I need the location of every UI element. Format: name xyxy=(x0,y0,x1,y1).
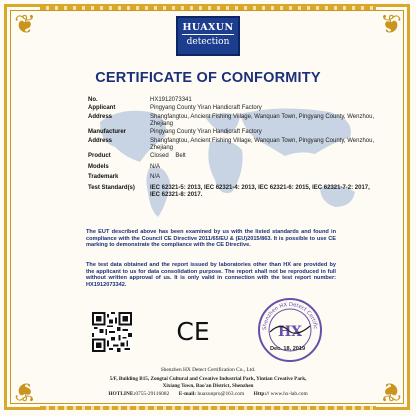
field-value: Shangfangtou, Ancient Fishing Village, Wanquan Town, Pingyang County, Wenzhou, Zhejiang xyxy=(150,114,375,127)
website-label: Http:// xyxy=(253,391,270,397)
field-row xyxy=(88,129,388,138)
seal-outer-text: Shenzhen HX Detect Certific xyxy=(261,301,319,331)
field-label: Applicant xyxy=(88,105,116,111)
top-border-ornament xyxy=(40,6,376,10)
field-value: Closed Belt xyxy=(150,153,186,159)
corner-ornament-icon: ❦ xyxy=(380,376,402,406)
certificate-fields xyxy=(88,97,388,203)
footer-company: Shenzhen HX Detect Certification Co., Ltd. xyxy=(160,367,256,373)
issue-date: Dec. 18, 2019 xyxy=(270,346,306,352)
field-row xyxy=(88,164,388,174)
field-label: Test Standard(s) xyxy=(88,185,135,191)
huaxun-logo xyxy=(176,16,240,56)
email-address: huaxunpro@163.com xyxy=(197,391,245,397)
field-label: Trademark xyxy=(88,174,119,180)
certificate-title: CERTIFICATE OF CONFORMITY xyxy=(95,70,321,86)
bottom-border-ornament xyxy=(40,406,376,410)
field-label: Models xyxy=(88,164,109,170)
field-value: Pingyang County Yiran Handicraft Factory xyxy=(150,129,262,135)
corner-ornament-icon: ❦ xyxy=(14,376,36,406)
field-label: No. xyxy=(88,97,98,103)
field-value: N/A xyxy=(150,174,161,180)
field-value: Shangfangtou, Ancient Fishing Village, Wanquan Town, Pingyang County, Wenzhou, Zhejiang xyxy=(150,138,375,151)
test-data-statement: The test data obtained and the report issued by laboratories other than HX are provided by the applicant to us for data consolidation purpose. The report shall not be reproduced in full without written approval of us. It is only valid in connection with the test report number: HX1912073342. xyxy=(86,262,336,288)
certification-seal xyxy=(256,296,324,364)
field-row xyxy=(88,138,388,153)
field-row xyxy=(88,114,388,129)
footer-address-line2: Xixiang Town, Bao'an District, Shenzhen xyxy=(162,383,254,389)
corner-ornament-icon: ❦ xyxy=(380,10,402,40)
logo-name: HUAXUN xyxy=(182,22,234,33)
field-row xyxy=(88,185,388,203)
field-label: Address xyxy=(88,138,113,144)
logo-subtitle: detection xyxy=(186,37,230,47)
field-row xyxy=(88,174,388,185)
field-row xyxy=(88,97,388,105)
field-value: IEC 62321-5: 2013, IEC 62321-4: 2013, IEC 62321-6: 2015, IEC 62321-7-2: 2017, IEC 62321-8: 2017. xyxy=(150,185,370,198)
ce-mark-icon xyxy=(175,318,211,344)
field-row xyxy=(88,105,388,114)
compliance-statement: The EUT described above has been examined by us with the listed standards and found in compliance with the Council CE Directive 2011/65/EU & (EU)2015/863. It is possible to use CE marking to demonstrate the compliance with the CE Directive. xyxy=(86,229,336,249)
footer-address-line1: 5/F, Building B15, Zongtai Cultural and Creative Industrial Park, Yintian Creative Park, xyxy=(109,376,307,382)
field-value: Pingyang County Yiran Handicraft Factory xyxy=(150,105,262,111)
field-label: Product xyxy=(88,153,111,159)
corner-ornament-icon: ❦ xyxy=(14,10,36,40)
footer-contact xyxy=(0,391,416,397)
website-url: www.hx-lab.com xyxy=(270,391,308,397)
seal-inner-text: HX xyxy=(277,324,303,340)
hotline-number: 0755-29116082 xyxy=(135,391,170,397)
field-label: Manufacturer xyxy=(88,129,127,135)
field-value: HX1912073341 xyxy=(150,97,192,103)
ce-mark-text: CE xyxy=(176,318,210,344)
field-value: N/A xyxy=(150,164,161,170)
hotline-label: HOTLINE: xyxy=(108,391,136,397)
email-label: E-mail: xyxy=(178,391,197,397)
qr-code xyxy=(92,312,132,352)
field-row xyxy=(88,153,388,164)
field-label: Address xyxy=(88,114,113,120)
